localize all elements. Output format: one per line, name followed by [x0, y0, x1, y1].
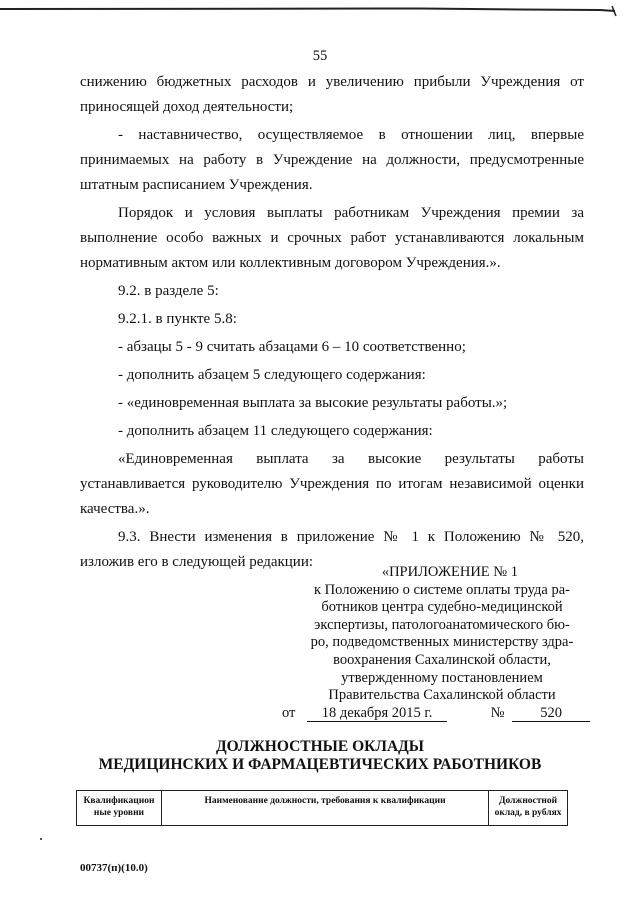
appendix-line: утвержденному постановлением: [341, 669, 543, 686]
appendix-line: экспертизы, патологоанатомического бю-: [314, 616, 570, 633]
paragraph-line: - «единовременная выплата за высокие результаты работы.»;: [118, 395, 508, 411]
paragraph-line: «Единовременная выплата за высокие результаты работы: [118, 451, 584, 467]
paragraph-line: изложив его в следующей редакции:: [80, 554, 314, 570]
appendix-date-row: [282, 704, 582, 722]
section-title: ДОЛЖНОСТНЫЕ ОКЛАДЫ: [215, 738, 425, 755]
paragraph-line: - дополнить абзацем 11 следующего содержания:: [118, 423, 433, 439]
document-body: [80, 70, 584, 575]
paragraph-line: 9.2. в разделе 5:: [118, 283, 219, 299]
table-header-row: [77, 791, 568, 826]
appendix-number: 520: [512, 706, 590, 722]
page-number: 55: [312, 48, 328, 64]
salary-table: [76, 790, 568, 826]
paragraph-line: нормативным актом или коллективным договором Учреждения.».: [80, 255, 501, 271]
column-header-salary: Должностной оклад, в рублях: [489, 791, 568, 826]
paragraph-line: - дополнить абзацем 5 следующего содержания:: [118, 367, 426, 383]
paragraph-line: 9.2.1. в пункте 5.8:: [118, 311, 237, 327]
paragraph-line: приносящей доход деятельности;: [80, 99, 294, 115]
column-header-position: Наименование должности, требования к квалификации: [161, 791, 488, 826]
appendix-line: Правительства Сахалинской области: [328, 687, 556, 704]
appendix-line: воохранения Сахалинской области,: [333, 651, 551, 668]
number-sign: №: [490, 705, 505, 721]
paragraph-line: 9.3. Внести изменения в приложение № 1 к Положению № 520,: [118, 529, 584, 545]
footer-code: 00737(п)(10.0): [80, 862, 148, 874]
paragraph-line: качества.».: [80, 501, 150, 517]
date-prefix: от: [282, 705, 296, 721]
paragraph-line: - абзацы 5 - 9 считать абзацами 6 – 10 соответственно;: [118, 339, 466, 355]
appendix-line: ро, подведомственных министерству здра-: [310, 634, 574, 651]
appendix-block: [300, 564, 584, 705]
appendix-line: к Положению о системе оплаты труда ра-: [314, 581, 570, 598]
appendix-date: 18 декабря 2015 г.: [307, 706, 447, 722]
paragraph-line: выполнение особо важных и срочных работ устанавливаются локальным: [80, 230, 584, 246]
paragraph-line: устанавливается руководителю Учреждения по итогам независимой оценки: [80, 476, 584, 492]
paragraph-line: Порядок и условия выплаты работникам Учреждения премии за: [118, 205, 584, 221]
section-subtitle: МЕДИЦИНСКИХ И ФАРМАЦЕВТИЧЕСКИХ РАБОТНИКОВ: [98, 756, 542, 773]
scan-speck: [40, 838, 42, 840]
paragraph-line: принимаемых на работу в Учреждение на должности, предусмотренные: [80, 152, 584, 168]
paragraph-line: штатным расписанием Учреждения.: [80, 177, 313, 193]
paragraph-line: снижению бюджетных расходов и увеличению прибыли Учреждения от: [80, 74, 584, 90]
appendix-heading: «ПРИЛОЖЕНИЕ № 1: [381, 564, 518, 580]
column-header-qualification-levels: Квалификацион ные уровни: [77, 791, 162, 826]
appendix-line: ботников центра судебно-медицинской: [321, 599, 563, 616]
scan-edge-line: [0, 4, 640, 18]
paragraph-line: - наставничество, осуществляемое в отношении лиц, впервые: [118, 127, 584, 143]
